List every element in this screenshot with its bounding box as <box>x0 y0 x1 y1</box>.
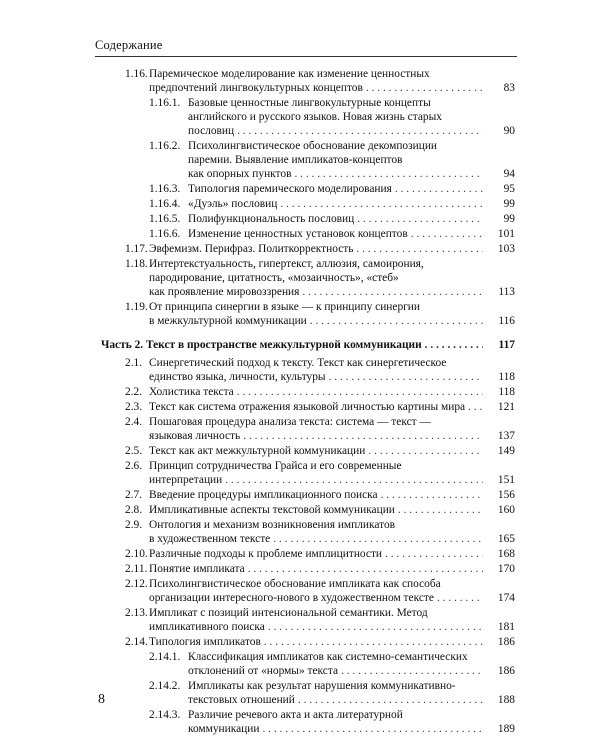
toc-entry-title: «Дуэль» пословиц <box>188 198 278 210</box>
header-rule <box>95 56 517 57</box>
toc-entry-number: 2.7. <box>125 489 143 501</box>
toc-entry-title: текстовых отношений <box>188 694 295 706</box>
toc-entry-title: Типология импликатов <box>149 636 261 648</box>
toc-entry-number: 1.17. <box>125 243 148 255</box>
toc-entry-page: 118 <box>498 371 515 383</box>
toc-entry <box>0 300 600 328</box>
leader-dots <box>237 124 483 138</box>
toc-entry-title: Изменение ценностных установок концептов <box>188 228 408 240</box>
toc-entry-number: 2.3. <box>125 401 143 413</box>
leader-dots <box>264 635 483 649</box>
toc-entry <box>0 257 600 299</box>
toc-entry-page: 117 <box>498 339 515 351</box>
table-of-contents <box>0 66 600 736</box>
toc-entry <box>0 96 600 138</box>
toc-entry-title: Типология паремического моделирования <box>188 183 392 195</box>
toc-entry-number: 2.2. <box>125 386 143 398</box>
toc-entry-title: Введение процедуры импликационного поиска <box>149 489 378 501</box>
leader-dots <box>268 620 483 634</box>
toc-entry-title: Психолингвистическое обоснование импликата как способа <box>149 578 441 590</box>
toc-entry-title: коммуникации <box>188 723 260 735</box>
toc-entry <box>0 227 600 241</box>
toc-entry-number: 2.12. <box>125 578 148 590</box>
toc-entry-number: 1.16.1. <box>149 97 181 109</box>
toc-entry-page: 83 <box>503 82 515 94</box>
toc-entry <box>0 679 600 707</box>
toc-entry-page: 181 <box>497 621 515 633</box>
toc-entry-number: 2.9. <box>125 519 143 531</box>
running-header: Содержание <box>95 38 163 52</box>
toc-entry-title: языковая личность <box>149 430 241 442</box>
toc-entry-page: 156 <box>497 489 515 501</box>
toc-entry-page: 113 <box>498 286 515 298</box>
toc-entry-page: 186 <box>497 636 515 648</box>
toc-entry <box>0 503 600 517</box>
toc-entry <box>0 182 600 196</box>
toc-entry-number: 2.13. <box>125 607 148 619</box>
toc-entry-number: 1.18. <box>125 258 148 270</box>
toc-entry-page: 95 <box>503 183 515 195</box>
toc-entry-title: пословиц <box>188 125 235 137</box>
toc-entry-title: Импликаты как результат нарушения коммуникативно- <box>188 680 456 692</box>
toc-entry <box>0 547 600 561</box>
toc-entry <box>0 488 600 502</box>
toc-entry-title: предпочтений лингвокультурных концептов <box>149 82 363 94</box>
toc-entry-page: 170 <box>497 563 515 575</box>
toc-entry-page: 103 <box>497 243 515 255</box>
toc-entry-title: интерпретации <box>149 474 223 486</box>
toc-entry-title: Текст как акт межкультурной коммуникации <box>149 445 366 457</box>
toc-entry <box>0 400 600 414</box>
toc-entry-title: Психолингвистическое обоснование декомпозиции <box>188 140 438 152</box>
toc-entry-page: 151 <box>497 474 515 486</box>
toc-entry-number: 2.10. <box>125 548 148 560</box>
toc-entry-title: Синергетический подход к тексту. Текст как синергетическое <box>149 357 447 369</box>
toc-entry <box>0 242 600 256</box>
toc-entry-number: 1.16.4. <box>149 198 181 210</box>
toc-entry-title: Онтология и механизм возникновения импликатов <box>149 519 396 531</box>
toc-entry-title: Импликативные аспекты текстовой коммуникации <box>149 504 395 516</box>
toc-entry-title: Текст как система отражения языковой личностью картины мира <box>149 401 466 413</box>
toc-entry <box>0 635 600 649</box>
toc-entry-title: паремии. Выявление импликатов-концептов <box>188 154 403 166</box>
toc-entry-title: отклонений от «нормы» текста <box>188 665 339 677</box>
toc-entry <box>0 518 600 546</box>
toc-entry-title: импликативного поиска <box>149 621 265 633</box>
toc-entry-title: Полифункциональность пословиц <box>188 213 355 225</box>
leader-dots <box>243 429 483 443</box>
toc-entry-title: Паремическое моделирование как изменение ценностных <box>149 68 430 80</box>
toc-entry-title: в художественном тексте <box>149 533 271 545</box>
toc-entry-title: организации интересного-нового в художественном тексте <box>149 592 434 604</box>
toc-entry-number: 2.14.3. <box>149 709 181 721</box>
toc-entry-number: 2.14.2. <box>149 680 181 692</box>
toc-entry-title: Различие речевого акта и акта литературной <box>188 709 403 721</box>
toc-entry-number: 1.16.3. <box>149 183 181 195</box>
leader-dots <box>248 562 483 576</box>
toc-entry-title: Интертекстуальность, гипертекст, аллюзия, самоирония, <box>149 258 424 270</box>
toc-entry-title: в межкультурной коммуникации <box>149 315 307 327</box>
toc-entry <box>0 606 600 634</box>
toc-entry-number: 1.16.6. <box>149 228 181 240</box>
leader-dots <box>262 722 483 736</box>
toc-entry-title: Холистика текста <box>149 386 234 398</box>
toc-entry-page: 137 <box>497 430 515 442</box>
toc-entry <box>0 197 600 211</box>
toc-entry-number: 2.5. <box>125 445 143 457</box>
toc-entry <box>0 338 600 352</box>
toc-entry-title: как проявление мировоззрения <box>149 286 300 298</box>
toc-entry-title: Пошаговая процедура анализа текста: система — текст — <box>149 416 431 428</box>
toc-entry-title: пародирование, цитатность, «мозаичность», «стеб» <box>149 272 399 284</box>
toc-entry-title: Понятие импликата <box>149 563 245 575</box>
toc-entry-title: Базовые ценностные лингвокультурные концепты <box>188 97 431 109</box>
toc-entry-number: 1.19. <box>125 301 148 313</box>
toc-entry-title: От принципа синергии в языке — к принципу синергии <box>149 301 420 313</box>
toc-entry-page: 186 <box>497 665 515 677</box>
toc-entry-page: 149 <box>497 445 515 457</box>
toc-entry <box>0 577 600 605</box>
toc-entry <box>0 385 600 399</box>
toc-entry-number: 2.6. <box>125 460 143 472</box>
toc-entry-number: 2.11. <box>125 563 148 575</box>
toc-entry-page: 174 <box>497 592 515 604</box>
toc-entry-page: 90 <box>503 125 515 137</box>
leader-dots <box>225 473 483 487</box>
toc-entry-title: Принцип сотрудничества Грайса и его современные <box>149 460 402 472</box>
toc-entry-number: 1.16.5. <box>149 213 181 225</box>
toc-entry-title: Часть 2. Текст в пространстве межкультурной коммуникации <box>101 339 422 351</box>
toc-entry <box>0 139 600 181</box>
leader-dots <box>237 385 483 399</box>
toc-entry-page: 160 <box>497 504 515 516</box>
toc-entry-number: 2.14. <box>125 636 148 648</box>
toc-entry <box>0 415 600 443</box>
toc-entry-page: 94 <box>503 168 515 180</box>
leader-dots <box>280 197 483 211</box>
toc-entry <box>0 562 600 576</box>
toc-entry-number: 2.14.1. <box>149 651 181 663</box>
toc-entry-page: 188 <box>497 694 515 706</box>
toc-entry-number: 1.16.2. <box>149 140 181 152</box>
toc-entry-page: 189 <box>497 723 515 735</box>
toc-entry-number: 2.8. <box>125 504 143 516</box>
toc-entry-title: английского и русского языков. Новая жизнь старых <box>188 111 442 123</box>
toc-entry <box>0 650 600 678</box>
toc-entry-title: Различные подходы к проблеме имплицитности <box>149 548 383 560</box>
toc-entry <box>0 212 600 226</box>
toc-entry-page: 101 <box>497 228 515 240</box>
toc-entry <box>0 356 600 384</box>
toc-entry-title: Классификация импликатов как системно-семантических <box>188 651 468 663</box>
toc-entry-page: 116 <box>498 315 515 327</box>
toc-entry-number: 1.16. <box>125 68 148 80</box>
toc-entry <box>0 67 600 95</box>
toc-entry-number: 2.1. <box>125 357 143 369</box>
toc-entry <box>0 444 600 458</box>
toc-entry-page: 165 <box>497 533 515 545</box>
toc-entry-page: 168 <box>497 548 515 560</box>
toc-entry-page: 118 <box>498 386 515 398</box>
toc-entry-page: 99 <box>503 213 515 225</box>
toc-entry-page: 121 <box>497 401 515 413</box>
toc-entry-page: 99 <box>503 198 515 210</box>
toc-entry-title: единство языка, личности, культуры <box>149 371 326 383</box>
toc-entry <box>0 708 600 736</box>
leader-dots <box>273 532 483 546</box>
toc-entry-title: как опорных пунктов <box>188 168 292 180</box>
toc-entry-number: 2.4. <box>125 416 143 428</box>
page-number: 8 <box>98 692 105 707</box>
toc-entry-title: Импликат с позиций интенсиональной семантики. Метод <box>149 607 428 619</box>
toc-entry <box>0 459 600 487</box>
toc-entry-title: Эвфемизм. Перифраз. Политкорректность <box>149 243 354 255</box>
